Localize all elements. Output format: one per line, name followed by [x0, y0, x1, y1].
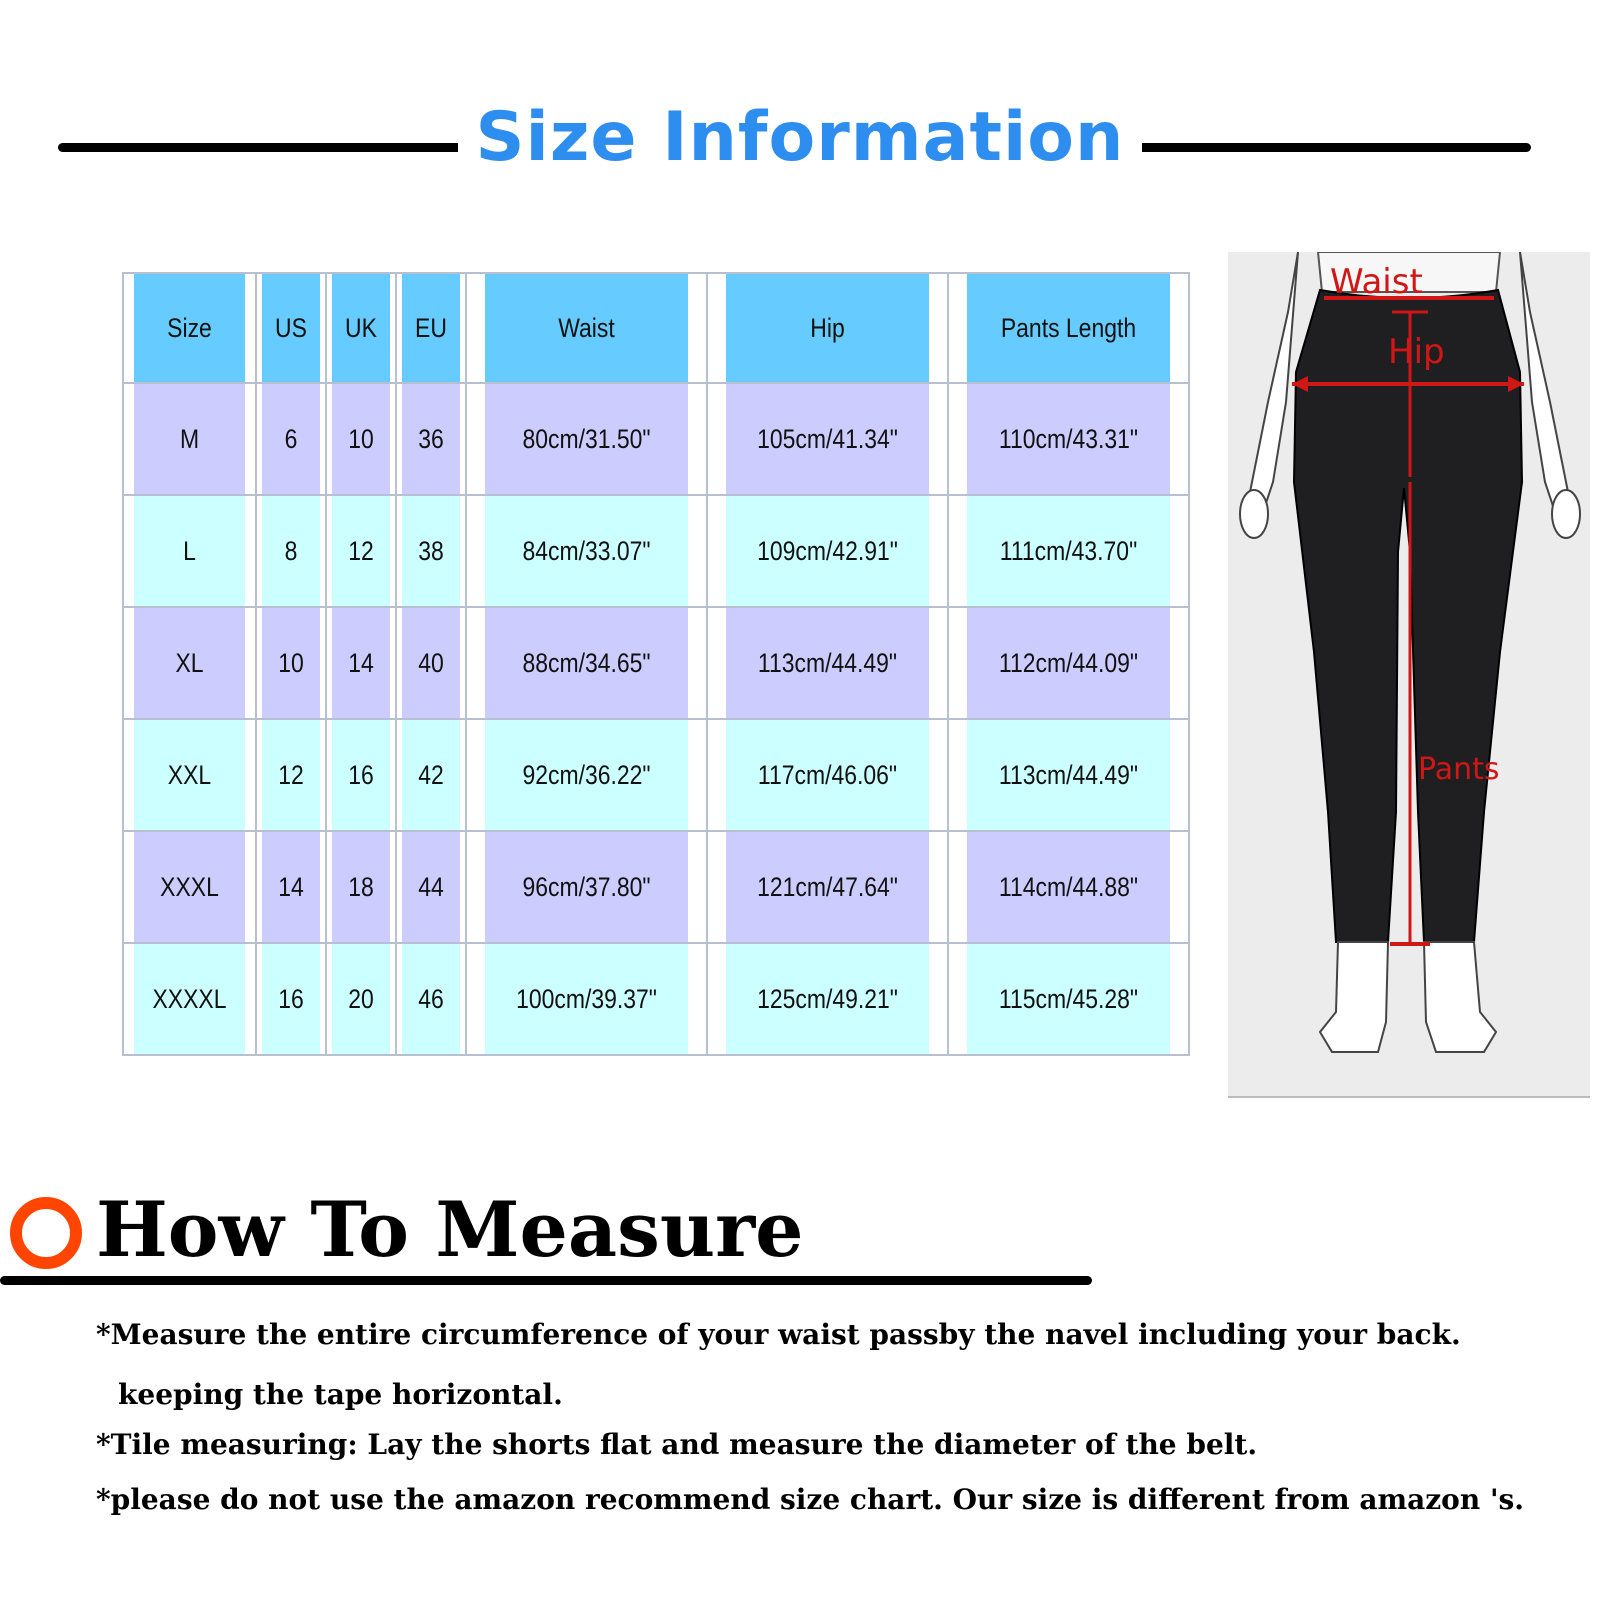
title-banner [0, 88, 1600, 198]
cell-us: 16 [261, 943, 321, 1055]
table-row [123, 719, 1189, 831]
cell-uk: 14 [331, 607, 391, 719]
how-to-measure-title: How To Measure [96, 1185, 804, 1274]
cell-eu: 38 [401, 495, 461, 607]
cell-waist: 80cm/31.50" [484, 383, 689, 495]
cell-eu: 42 [401, 719, 461, 831]
cell-eu: 36 [401, 383, 461, 495]
cell-us: 14 [261, 831, 321, 943]
page-title: Size Information [0, 88, 1600, 188]
cell-uk: 20 [331, 943, 391, 1055]
note-waist-continued: keeping the tape horizontal. [118, 1378, 563, 1411]
cell-hip: 121cm/47.64" [725, 831, 930, 943]
cell-uk: 12 [331, 495, 391, 607]
cell-pants-length: 112cm/44.09" [966, 607, 1171, 719]
right-hand [1552, 490, 1580, 538]
table-row [123, 831, 1189, 943]
right-foot [1424, 942, 1496, 1052]
note-waist: *Measure the entire circumference of your waist passby the navel including your back. [96, 1318, 1461, 1351]
header-waist: Waist [484, 273, 689, 383]
cell-us: 8 [261, 495, 321, 607]
cell-size: XXXXL [133, 943, 246, 1055]
cell-eu: 44 [401, 831, 461, 943]
heading-underline [0, 1276, 1092, 1285]
cell-pants-length: 115cm/45.28" [966, 943, 1171, 1055]
leggings-measurement-figure [1228, 252, 1590, 1098]
header-uk: UK [331, 273, 391, 383]
header-eu: EU [401, 273, 461, 383]
cell-waist: 84cm/33.07" [484, 495, 689, 607]
cell-pants-length: 114cm/44.88" [966, 831, 1171, 943]
cell-uk: 16 [331, 719, 391, 831]
leggings-illustration [1228, 252, 1590, 1096]
cell-waist: 92cm/36.22" [484, 719, 689, 831]
header-pants-length: Pants Length [966, 273, 1171, 383]
left-arm-outline [1244, 252, 1298, 527]
cell-uk: 10 [331, 383, 391, 495]
cell-us: 12 [261, 719, 321, 831]
size-table [122, 272, 1190, 1056]
table-row [123, 607, 1189, 719]
cell-hip: 113cm/44.49" [725, 607, 930, 719]
pants-label: Pants [1418, 752, 1500, 787]
hip-label: Hip [1388, 332, 1445, 372]
cell-pants-length: 113cm/44.49" [966, 719, 1171, 831]
cell-hip: 105cm/41.34" [725, 383, 930, 495]
leggings-shape [1294, 290, 1522, 942]
cell-size: XL [133, 607, 246, 719]
cell-uk: 18 [331, 831, 391, 943]
left-foot [1320, 942, 1388, 1052]
cell-waist: 100cm/39.37" [484, 943, 689, 1055]
ring-bullet-icon [10, 1197, 82, 1269]
cell-us: 6 [261, 383, 321, 495]
cell-size: L [133, 495, 246, 607]
cell-waist: 88cm/34.65" [484, 607, 689, 719]
waist-label: Waist [1330, 262, 1423, 302]
note-tile-measuring: *Tile measuring: Lay the shorts flat and measure the diameter of the belt. [96, 1428, 1258, 1461]
table-row [123, 943, 1189, 1055]
cell-eu: 40 [401, 607, 461, 719]
header-hip: Hip [725, 273, 930, 383]
how-to-measure-heading [0, 1185, 1100, 1295]
table-header-row [123, 273, 1189, 383]
cell-waist: 96cm/37.80" [484, 831, 689, 943]
cell-hip: 117cm/46.06" [725, 719, 930, 831]
table-row [123, 495, 1189, 607]
right-arm-outline [1520, 252, 1574, 527]
cell-hip: 109cm/42.91" [725, 495, 930, 607]
cell-pants-length: 110cm/43.31" [966, 383, 1171, 495]
header-size: Size [133, 273, 246, 383]
cell-us: 10 [261, 607, 321, 719]
cell-size: XXXL [133, 831, 246, 943]
header-us: US [261, 273, 321, 383]
cell-size: M [133, 383, 246, 495]
cell-size: XXL [133, 719, 246, 831]
table-row [123, 383, 1189, 495]
cell-pants-length: 111cm/43.70" [966, 495, 1171, 607]
cell-hip: 125cm/49.21" [725, 943, 930, 1055]
note-amazon-chart: *please do not use the amazon recommend size chart. Our size is different from amazon 's. [96, 1483, 1525, 1516]
left-hand [1240, 490, 1268, 538]
cell-eu: 46 [401, 943, 461, 1055]
